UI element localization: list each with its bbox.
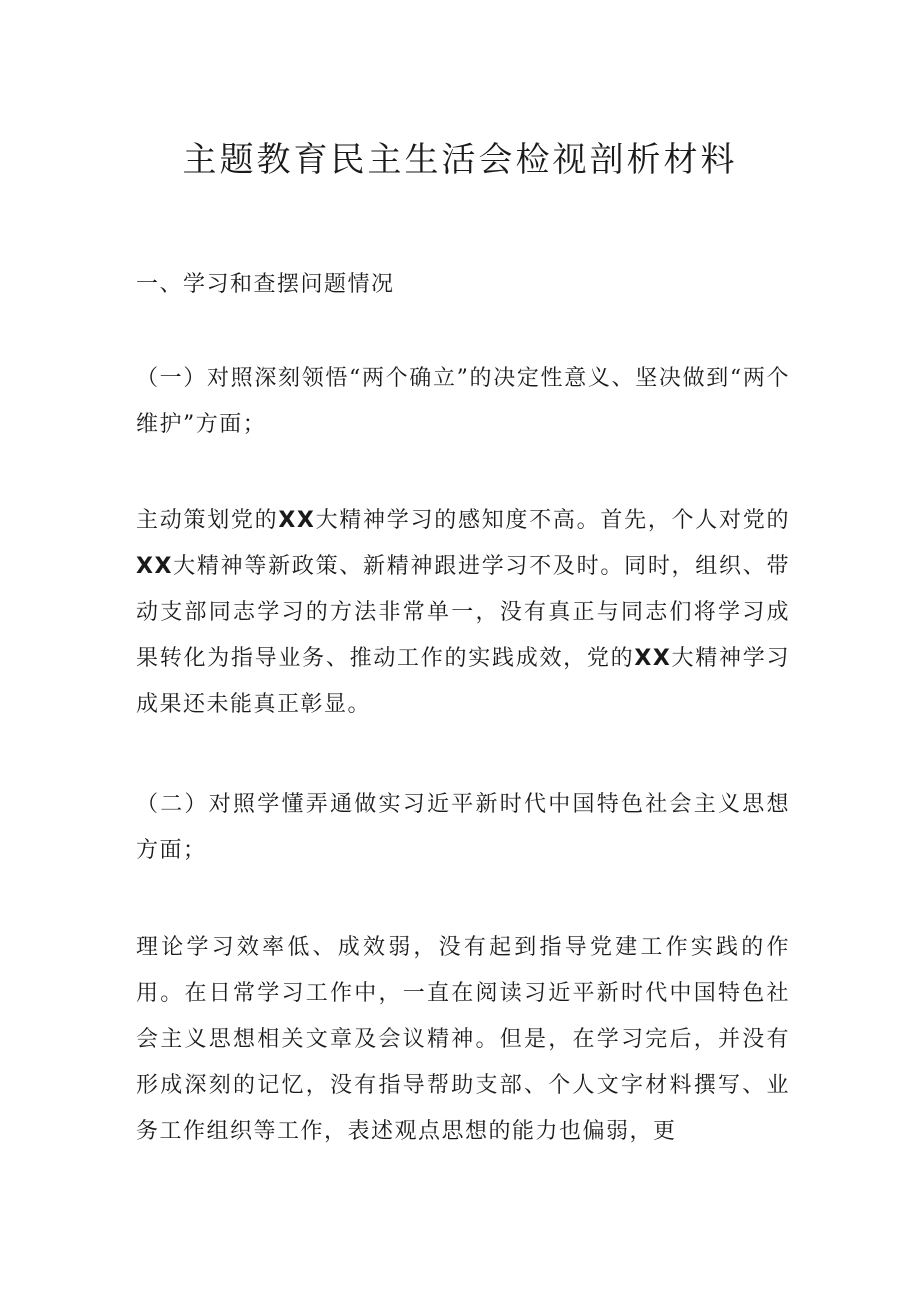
placeholder-token-1: XX	[278, 508, 316, 533]
section-heading: 一、学习和查摆问题情况	[136, 272, 395, 297]
paragraph-1-text-1: 主动策划党的	[136, 508, 279, 533]
paragraph-2: 理论学习效率低、成效弱，没有起到指导党建工作实践的作用。在日常学习工作中，一直在阅读习近平新时代中国特色社会主义思想相关文章及会议精神。但是，在学习完后，并没有形成深刻的记忆，没有指导帮助支部、个人文字材料撰写、业务工作组织等工作，表述观点思想的能力也偏弱，更	[136, 935, 790, 1144]
subsection-heading-2: （二）对照学懂弄通做实习近平新时代中国特色社会主义思想方面；	[136, 792, 790, 863]
paragraph-1-text-4: 大精神学习成果还未能真正彰显。	[136, 646, 790, 717]
placeholder-token-3: XX	[634, 646, 672, 671]
paragraph-1-text-2: 大精神学习的感知度不高。首先，个人对党的	[315, 508, 790, 533]
paragraph-1-text-3: 大精神等新政策、新精神跟进学习不及时。同时，组织、带动支部同志学习的方法非常单一，没有真正与同志们将学习成果转化为指导业务、推动工作的实践成效，党的	[136, 554, 790, 671]
subsection-heading-1: （一）对照深刻领悟“两个确立”的决定性意义、坚决做到“两个维护”方面；	[136, 366, 790, 437]
paragraph-1	[136, 498, 790, 728]
placeholder-token-2: XX	[136, 554, 173, 579]
document-title: 主题教育民主生活会检视剖析材料	[182, 140, 738, 180]
